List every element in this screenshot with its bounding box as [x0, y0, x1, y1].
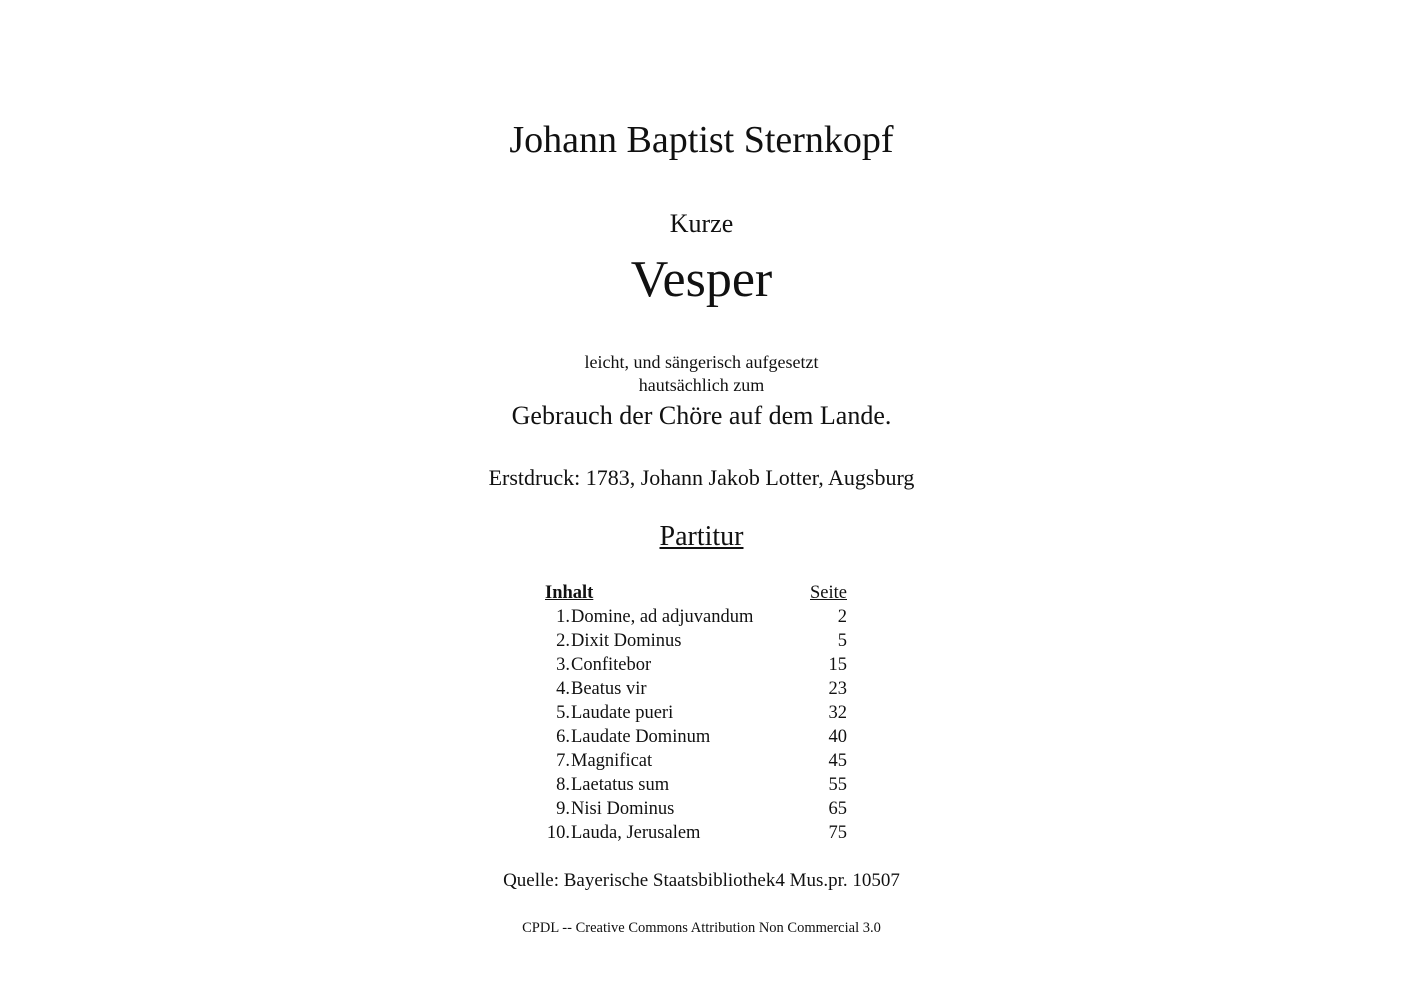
- toc-item-page: 40: [828, 727, 847, 747]
- toc-item-title: Beatus vir: [571, 679, 647, 699]
- toc-item-page: 75: [828, 823, 847, 843]
- first-print-info: Erstdruck: 1783, Johann Jakob Lotter, Augsburg: [488, 465, 915, 490]
- toc-item-page: 2: [837, 607, 847, 627]
- toc-item-page: 45: [828, 751, 847, 771]
- toc-item-number: 8.: [556, 775, 570, 795]
- toc-item-page: 5: [837, 631, 847, 651]
- toc-item-number: 9.: [556, 799, 570, 819]
- toc-item-number: 10.: [546, 823, 570, 843]
- toc-item-number: 4.: [556, 679, 570, 699]
- work-title: Vesper: [630, 251, 773, 308]
- subtitle-line-3: Gebrauch der Chöre auf dem Lande.: [511, 401, 892, 430]
- toc-row: [545, 677, 847, 701]
- toc-item-title: Laudate Dominum: [571, 727, 711, 747]
- toc-row: [545, 605, 847, 629]
- toc-header-title: Inhalt: [545, 583, 594, 603]
- toc-item-title: Magnificat: [571, 751, 653, 771]
- toc-item-page: 15: [828, 655, 847, 675]
- toc-item-title: Domine, ad adjuvandum: [571, 607, 754, 627]
- toc-item-title: Confitebor: [571, 655, 652, 675]
- toc-item-number: 7.: [556, 751, 570, 771]
- toc-row: [545, 701, 847, 725]
- toc-item-number: 6.: [556, 727, 570, 747]
- title-prefix: Kurze: [669, 209, 734, 238]
- table-of-contents: [545, 581, 847, 845]
- toc-item-page: 23: [828, 679, 847, 699]
- toc-item-page: 65: [828, 799, 847, 819]
- toc-item-title: Nisi Dominus: [571, 799, 675, 819]
- toc-row: [545, 821, 847, 845]
- toc-row: [545, 749, 847, 773]
- toc-row: [545, 629, 847, 653]
- toc-header: [545, 581, 847, 605]
- toc-item-number: 3.: [556, 655, 570, 675]
- toc-item-title: Dixit Dominus: [571, 631, 682, 651]
- toc-row: [545, 773, 847, 797]
- toc-item-page: 32: [828, 703, 847, 723]
- subtitle-line-1: leicht, und sängerisch aufgesetzt: [584, 352, 819, 372]
- toc-row: [545, 725, 847, 749]
- toc-item-number: 1.: [556, 607, 570, 627]
- toc-row: [545, 653, 847, 677]
- composer-name: Johann Baptist Sternkopf: [509, 119, 894, 161]
- license-note: CPDL -- Creative Commons Attribution Non Commercial 3.0: [522, 920, 881, 936]
- toc-row: [545, 797, 847, 821]
- toc-item-number: 2.: [556, 631, 570, 651]
- toc-item-number: 5.: [556, 703, 570, 723]
- source-note: Quelle: Bayerische Staatsbibliothek4 Mus.pr. 10507: [503, 870, 900, 891]
- toc-item-title: Laetatus sum: [571, 775, 670, 795]
- partitur-heading: Partitur: [659, 521, 744, 552]
- toc-item-title: Lauda, Jerusalem: [571, 823, 701, 843]
- toc-header-page: Seite: [810, 583, 847, 603]
- toc-item-page: 55: [828, 775, 847, 795]
- toc-item-title: Laudate pueri: [571, 703, 674, 723]
- subtitle-line-2: hautsächlich zum: [638, 375, 765, 395]
